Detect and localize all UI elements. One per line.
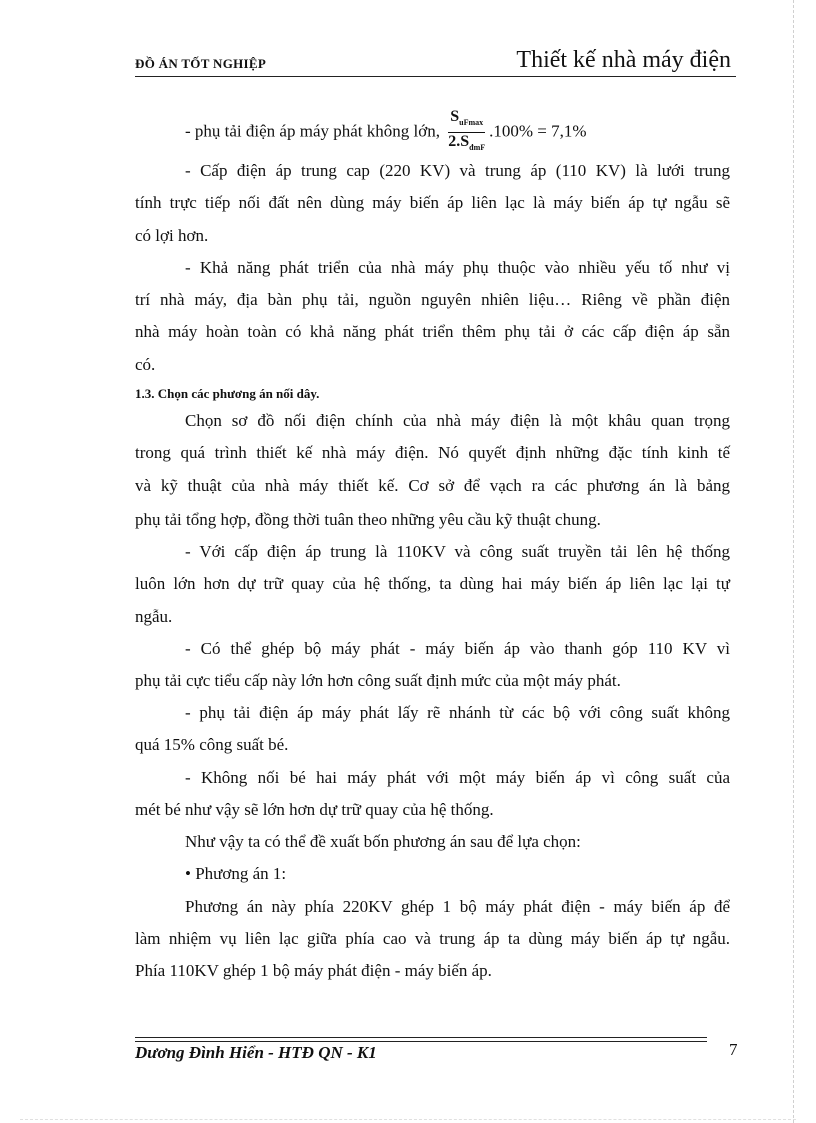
paragraph-line: Phương án này phía 220KV ghép 1 bộ máy phát điện - máy biến áp để: [185, 897, 730, 916]
footer-divider-bottom: [135, 1041, 707, 1042]
section-heading: 1.3. Chọn các phương án nối dây.: [135, 386, 320, 401]
formula-denominator: $2.S_{đmF}$: [448, 133, 486, 153]
page-header: [135, 44, 735, 76]
paragraph-line: Như vậy ta có thể đề xuất bốn phương án sau để lựa chọn:: [185, 832, 581, 851]
paragraph-line: nhà máy hoàn toàn có khả năng phát triển thêm phụ tải ở các cấp điện áp sẵn: [135, 322, 730, 341]
formula-numerator: $S_{uFmax}$: [448, 108, 485, 133]
header-left-title: ĐỒ ÁN TỐT NGHIỆP: [135, 56, 267, 71]
bullet-item: • Phương án 1:: [185, 864, 287, 883]
paragraph-line: và kỹ thuật của nhà máy thiết kế. Cơ sở để vạch ra các phương án là bảng: [135, 476, 730, 495]
paragraph-line: có lợi hơn.: [135, 226, 209, 245]
paragraph-line: - Không nối bé hai máy phát với một máy biến áp vì công suất của: [185, 768, 730, 787]
paragraph-line: Chọn sơ đồ nối điện chính của nhà máy điện là một khâu quan trọng: [185, 411, 730, 430]
paragraph-line: luôn lớn hơn dự trữ quay của hệ thống, ta dùng hai máy biến áp liên lạc lại tự: [135, 574, 730, 593]
paragraph-line: quá 15% công suất bé.: [135, 735, 289, 754]
paragraph-line: - Khả năng phát triển của nhà máy phụ thuộc vào nhiều yếu tố như vị: [185, 258, 730, 277]
formula-result: .100% = 7,1%: [489, 121, 587, 141]
page-number: 7: [729, 1040, 738, 1059]
page-bottom-guide: [20, 1119, 796, 1120]
footer-author: Dương Đình Hiển - HTĐ QN - K1: [135, 1043, 377, 1062]
paragraph-line: ngẫu.: [135, 607, 173, 626]
paragraph-line: trong quá trình thiết kế nhà máy điện. Nó quyết định những đặc tính kinh tế: [135, 443, 730, 462]
formula-lead-text: - phụ tải điện áp máy phát không lớn,: [185, 121, 440, 141]
formula-paragraph: [185, 108, 587, 157]
paragraph-line: phụ tải tổng hợp, đồng thời tuân theo những yêu cầu kỹ thuật chung.: [135, 510, 601, 529]
footer-divider-top: [135, 1037, 707, 1038]
fraction-formula: [448, 108, 485, 157]
paragraph-line: có.: [135, 355, 156, 374]
paragraph-line: - Với cấp điện áp trung là 110KV và công suất truyền tải lên hệ thống: [185, 542, 730, 561]
paragraph-line: - phụ tải điện áp máy phát lấy rẽ nhánh từ các bộ với công suất không: [185, 703, 730, 722]
paragraph-line: - Cấp điện áp trung cap (220 KV) và trung áp (110 KV) là lưới trung: [185, 161, 730, 180]
paragraph-line: làm nhiệm vụ liên lạc giữa phía cao và trung áp ta dùng máy biến áp tự ngẫu.: [135, 929, 730, 948]
paragraph-line: - Có thể ghép bộ máy phát - máy biến áp vào thanh góp 110 KV vì: [185, 639, 730, 658]
page-edge-guide: [793, 0, 794, 1123]
paragraph-line: Phía 110KV ghép 1 bộ máy phát điện - máy biến áp.: [135, 961, 492, 980]
header-divider: [135, 76, 736, 77]
paragraph-line: tính trực tiếp nối đất nên dùng máy biến áp liên lạc là máy biến áp tự ngẫu sẽ: [135, 193, 730, 212]
paragraph-line: trí nhà máy, địa bàn phụ tải, nguồn nguyên nhiên liệu… Riêng về phần điện: [135, 290, 730, 309]
paragraph-line: phụ tải cực tiểu cấp này lớn hơn công suất định mức của một máy phát.: [135, 671, 621, 690]
paragraph-line: mét bé như vậy sẽ lớn hơn dự trữ quay của hệ thống.: [135, 800, 494, 819]
header-right-title: Thiết kế nhà máy điện: [516, 47, 731, 73]
